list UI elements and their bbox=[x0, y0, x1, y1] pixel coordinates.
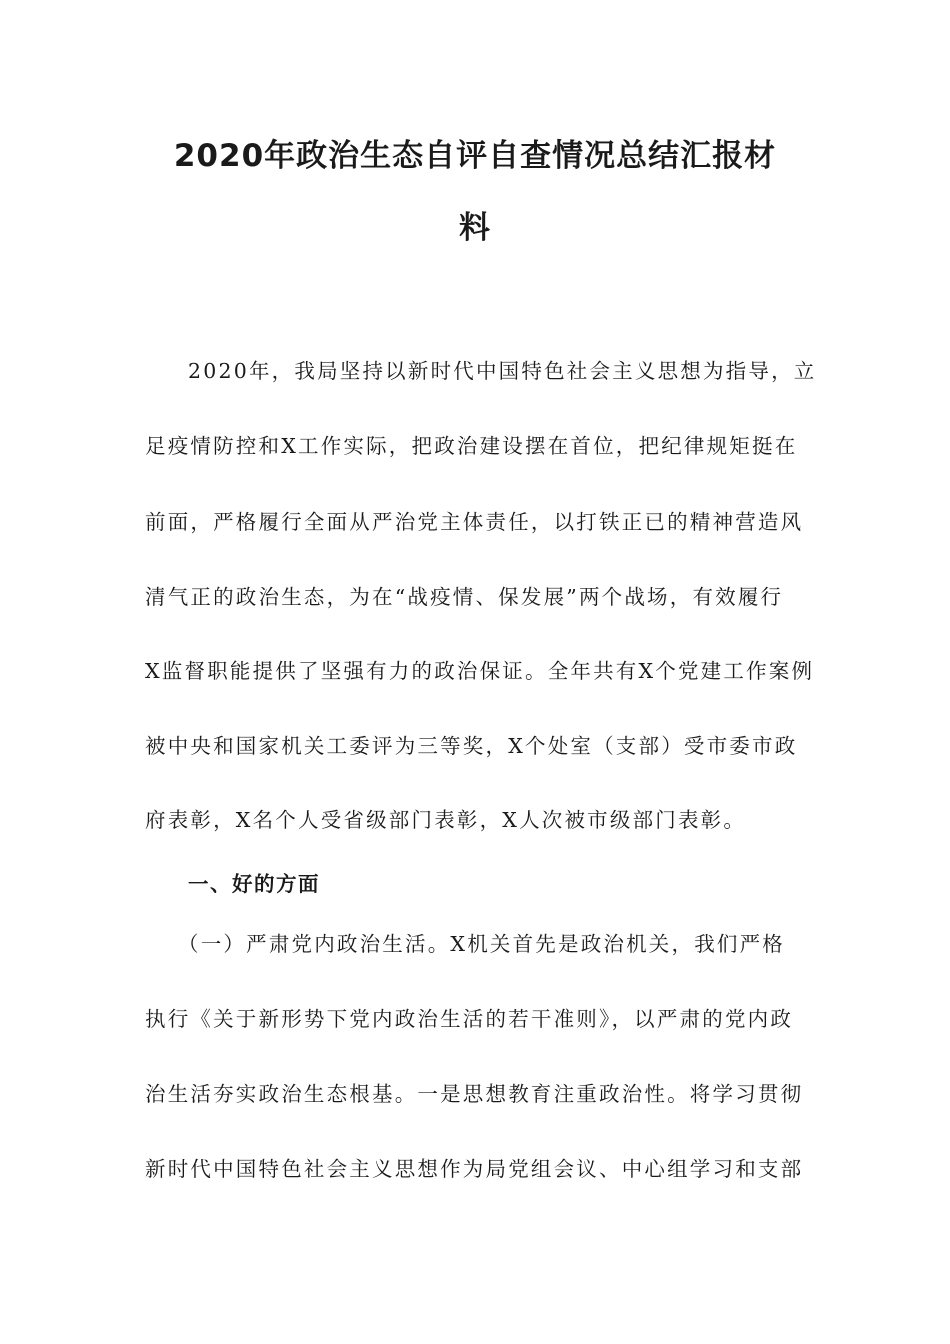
paragraph-line: X监督职能提供了坚强有力的政治保证。全年共有X个党建工作案例 bbox=[145, 659, 815, 683]
paragraph-line: 2020年，我局坚持以新时代中国特色社会主义思想为指导，立 bbox=[188, 359, 817, 383]
section-heading: 一、好的方面 bbox=[188, 872, 320, 896]
document-title-line-2: 料 bbox=[459, 210, 491, 246]
paragraph-line: 执行《关于新形势下党内政治生活的若干准则》，以严肃的党内政 bbox=[145, 1007, 794, 1031]
paragraph-line: 清气正的政治生态，为在“战疫情、保发展”两个战场，有效履行 bbox=[145, 585, 784, 609]
paragraph-line: 被中央和国家机关工委评为三等奖，X个处室（支部）受市委市政 bbox=[145, 734, 798, 758]
paragraph-line: 前面，严格履行全面从严治党主体责任，以打铁正已的精神营造风 bbox=[145, 510, 804, 534]
paragraph-line: 新时代中国特色社会主义思想作为局党组会议、中心组学习和支部 bbox=[145, 1157, 804, 1181]
document-title-line-1: 2020年政治生态自评自查情况总结汇报材 bbox=[173, 138, 777, 174]
paragraph-line: （一）严肃党内政治生活。X机关首先是政治机关，我们严格 bbox=[178, 932, 785, 956]
paragraph-line: 府表彰，X名个人受省级部门表彰，X人次被市级部门表彰。 bbox=[145, 808, 747, 832]
paragraph-line: 足疫情防控和X工作实际，把政治建设摆在首位，把纪律规矩挺在 bbox=[145, 434, 798, 458]
paragraph-line: 治生活夯实政治生态根基。一是思想教育注重政治性。将学习贯彻 bbox=[145, 1082, 804, 1106]
